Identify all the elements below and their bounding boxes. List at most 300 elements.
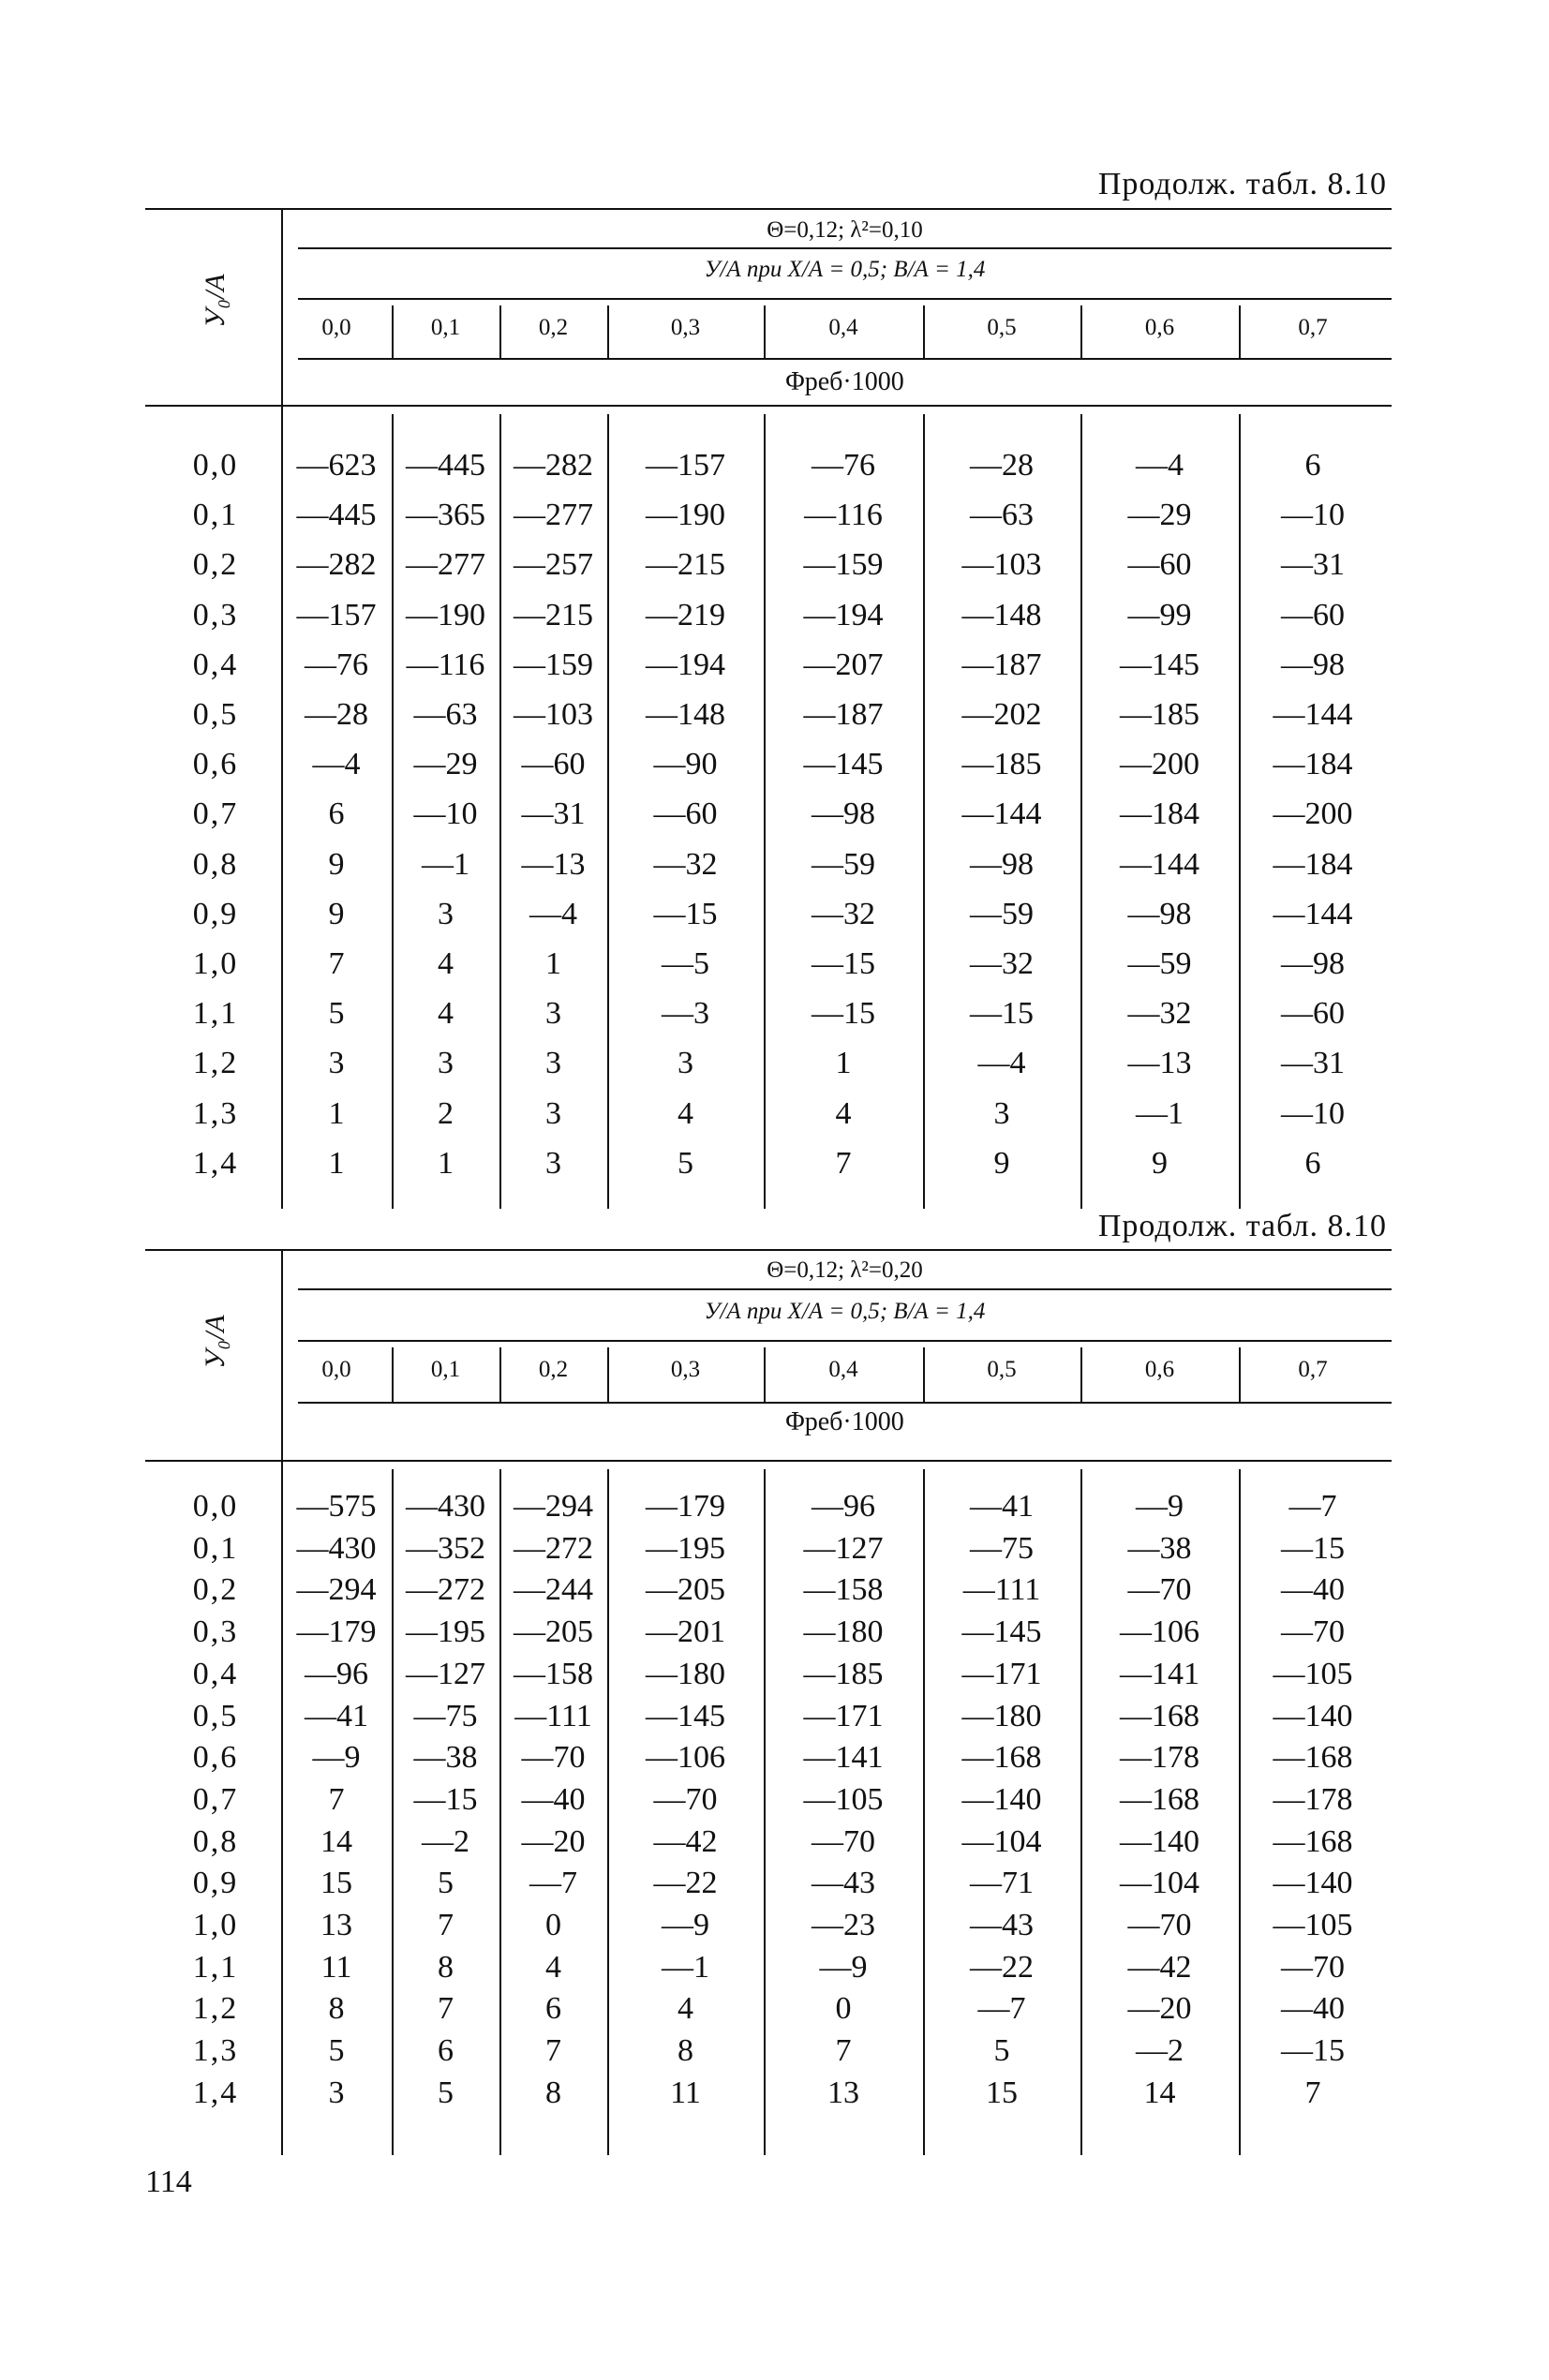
row-label: 0,1 (192, 498, 239, 533)
table-cell: —272 (514, 1530, 593, 1566)
row-label: 1,3 (192, 1095, 239, 1131)
table-cell: —159 (803, 547, 884, 583)
column-header: 0,1 (430, 315, 461, 340)
column-header-divider (1239, 1347, 1241, 1402)
table-cell: —42 (1127, 1949, 1192, 1985)
table-cell: —105 (1273, 1656, 1353, 1691)
table-cell: —15 (812, 946, 875, 981)
column-header-divider (923, 1347, 925, 1402)
table-cell: —185 (1120, 697, 1199, 732)
row-label: 0,9 (192, 896, 239, 931)
table-cell: —10 (1281, 498, 1345, 533)
header-bottom-rule (145, 405, 1392, 407)
table-cell: —144 (1120, 846, 1199, 882)
table-cell: —257 (514, 547, 593, 583)
row-label: 0,2 (192, 547, 239, 583)
table-cell: —575 (296, 1489, 377, 1524)
table-cell: 0 (835, 1991, 852, 2027)
table-cell: 5 (438, 1866, 454, 1901)
table-cell: 6 (438, 2033, 454, 2069)
table-cell: —190 (646, 498, 725, 533)
table-cell: —195 (406, 1614, 485, 1650)
table-cell: —1 (662, 1949, 709, 1985)
table-cell: —40 (1281, 1572, 1345, 1608)
table-cell: —2 (422, 1823, 469, 1859)
table-cell: —4 (312, 747, 361, 782)
row-label: 0,6 (192, 1740, 239, 1776)
table-cell: 3 (545, 996, 561, 1032)
table-cell: —105 (803, 1781, 884, 1817)
table-cell: —144 (1273, 697, 1353, 732)
column-header: 0,2 (538, 1357, 569, 1382)
row-label: 0,0 (192, 448, 239, 483)
table-cell: —180 (803, 1614, 884, 1650)
column-header: 0,3 (670, 315, 701, 340)
table-cell: —70 (1127, 1572, 1192, 1608)
table-cell: —41 (305, 1698, 368, 1733)
table-cell: —180 (961, 1698, 1042, 1733)
table-cell: —219 (646, 597, 725, 632)
table-cell: —9 (312, 1740, 361, 1776)
table-cell: —29 (413, 747, 478, 782)
column-header-divider (1080, 305, 1082, 358)
row-label: 0,3 (192, 1614, 239, 1650)
row-label: 1,2 (192, 1991, 239, 2027)
table-cell: —244 (514, 1572, 593, 1608)
row-label: 1,4 (192, 1145, 239, 1181)
table-cell: —10 (1281, 1095, 1345, 1131)
table-cell: —13 (521, 846, 586, 882)
table-cell: —70 (812, 1823, 875, 1859)
table-cell: 2 (438, 1095, 454, 1131)
table-cell: —116 (804, 498, 883, 533)
table-cell: —70 (521, 1740, 586, 1776)
table-cell: —215 (646, 547, 725, 583)
table-cell: —7 (529, 1866, 577, 1901)
table-cell: 6 (1304, 1145, 1321, 1181)
table-cell: —141 (803, 1740, 884, 1776)
table-cell: —205 (514, 1614, 593, 1650)
row-axis-label: У₀/А (200, 1315, 231, 1369)
table-cell: 9 (1152, 1145, 1168, 1181)
table-cell: —168 (1273, 1823, 1353, 1859)
table-cell: —32 (970, 946, 1034, 981)
table-cell: —96 (812, 1489, 875, 1524)
table-cell: 5 (328, 996, 345, 1032)
table-cell: 7 (545, 2033, 561, 2069)
table-top-rule (145, 208, 1392, 210)
row-label: 1,4 (192, 2075, 239, 2110)
table-cell: —282 (296, 547, 377, 583)
table-cell: —205 (646, 1572, 725, 1608)
column-header-divider (923, 305, 925, 358)
table-cell: —43 (970, 1908, 1034, 1942)
table-cell: —28 (305, 697, 368, 732)
table-cell: —43 (812, 1866, 875, 1901)
table-cell: —96 (305, 1656, 368, 1691)
table-cell: —184 (1273, 747, 1353, 782)
table-cell: 6 (328, 796, 345, 832)
table-cell: 1 (835, 1046, 852, 1081)
table-cell: —9 (819, 1949, 868, 1985)
column-header-divider (607, 1347, 609, 1402)
table-cell: —59 (812, 846, 875, 882)
table-cell: —90 (653, 747, 718, 782)
table-cell: —187 (961, 647, 1042, 682)
table-cell: 13 (320, 1908, 352, 1942)
param-rule (298, 1288, 1392, 1290)
row-label: 0,4 (192, 647, 239, 682)
table-cell: 7 (835, 2033, 852, 2069)
table-cell: —201 (646, 1614, 725, 1650)
table-cell: —200 (1120, 747, 1199, 782)
table-cell: 5 (438, 2075, 454, 2110)
table-cell: —40 (1281, 1991, 1345, 2027)
column-header: 0,6 (1144, 1357, 1175, 1382)
column-header-divider (1239, 305, 1241, 358)
table-cell: 11 (320, 1949, 352, 1985)
table-cell: —75 (413, 1698, 478, 1733)
table-cell: —1 (422, 846, 469, 882)
table-cell: —71 (970, 1866, 1034, 1901)
table-cell: 5 (993, 2033, 1010, 2069)
table-cell: 1 (438, 1145, 454, 1181)
column-header: 0,1 (430, 1357, 461, 1382)
column-header-divider (764, 305, 766, 358)
table-cell: —60 (1127, 547, 1192, 583)
row-label: 1,1 (192, 996, 239, 1032)
column-header-divider (1080, 1347, 1082, 1402)
table-cell: —32 (1127, 996, 1192, 1032)
subheader-rule (298, 298, 1392, 300)
table-cell: 4 (438, 996, 454, 1032)
column-rule (298, 1402, 1392, 1404)
table-cell: 4 (835, 1095, 852, 1131)
table-cell: —272 (406, 1572, 485, 1608)
column-header: 0,3 (670, 1357, 701, 1382)
param-rule (298, 247, 1392, 249)
table-cell: 1 (328, 1145, 345, 1181)
table-cell: 7 (328, 946, 345, 981)
table-cell: —4 (529, 896, 577, 931)
table-cell: 3 (438, 1046, 454, 1081)
row-axis-label: У₀/А (200, 274, 231, 328)
table-cell: —10 (413, 796, 478, 832)
column-header-divider (499, 1347, 501, 1402)
table-cell: —22 (653, 1866, 718, 1901)
row-label: 0,3 (192, 597, 239, 632)
row-label: 0,7 (192, 796, 239, 832)
table-cell: —140 (1273, 1698, 1353, 1733)
table-cell: —202 (961, 697, 1042, 732)
table-cell: —140 (1273, 1866, 1353, 1901)
table-cell: —40 (521, 1781, 586, 1817)
table-cell: —32 (812, 896, 875, 931)
table-cell: 5 (328, 2033, 345, 2069)
table-cell: —445 (296, 498, 377, 533)
table-cell: —60 (521, 747, 586, 782)
parameter-line: Θ=0,12; λ²=0,20 (767, 1257, 923, 1283)
table-cell: 7 (438, 1991, 454, 2027)
table-cell: —127 (406, 1656, 485, 1691)
table-cell: —365 (406, 498, 485, 533)
row-label: 0,1 (192, 1530, 239, 1566)
table-cell: 3 (993, 1095, 1010, 1131)
table-cell: —98 (1281, 946, 1345, 981)
table-cell: 15 (320, 1866, 352, 1901)
row-label: 0,8 (192, 846, 239, 882)
table-cell: —185 (961, 747, 1042, 782)
column-header: 0,6 (1144, 315, 1175, 340)
table-cell: —59 (970, 896, 1034, 931)
table-cell: 9 (328, 896, 345, 931)
table-cell: 3 (545, 1095, 561, 1131)
column-header: 0,5 (987, 315, 1017, 340)
table-cell: 1 (328, 1095, 345, 1131)
column-rule (298, 358, 1392, 360)
table-cell: —76 (812, 448, 875, 483)
row-label: 1,3 (192, 2033, 239, 2069)
table-cell: —98 (970, 846, 1034, 882)
table-cell: —76 (305, 647, 368, 682)
table-cell: 6 (545, 1991, 561, 2027)
table-cell: —98 (1127, 896, 1192, 931)
table-cell: —140 (961, 1781, 1042, 1817)
table-cell: 1 (545, 946, 561, 981)
table-cell: —106 (646, 1740, 725, 1776)
parameter-line: Θ=0,12; λ²=0,10 (767, 217, 923, 243)
table-cell: 3 (438, 896, 454, 931)
row-label: 1,2 (192, 1046, 239, 1081)
table-cell: —15 (812, 996, 875, 1032)
table-cell: —141 (1120, 1656, 1199, 1691)
table-cell: 6 (1304, 448, 1321, 483)
value-label: Φреб·1000 (785, 367, 904, 396)
table-cell: —168 (1120, 1698, 1199, 1733)
table-cell: —179 (296, 1614, 377, 1650)
table-cell: —104 (1120, 1866, 1199, 1901)
row-label: 0,4 (192, 1656, 239, 1691)
row-label: 1,1 (192, 1949, 239, 1985)
table-cell: —70 (1281, 1614, 1345, 1650)
table-cell: —29 (1127, 498, 1192, 533)
table-cell: —430 (406, 1489, 485, 1524)
table-cell: —171 (803, 1698, 884, 1733)
subheader-line: У/А при X/А = 0,5; В/А = 1,4 (704, 1299, 986, 1324)
row-label: 1,0 (192, 946, 239, 981)
table-cell: —200 (1273, 796, 1353, 832)
table-cell: —145 (1120, 647, 1199, 682)
table-cell: —144 (961, 796, 1042, 832)
page-number: 114 (145, 2164, 192, 2199)
table-cell: —15 (653, 896, 718, 931)
table-cell: 7 (835, 1145, 852, 1181)
table-cell: —111 (962, 1572, 1041, 1608)
table-cell: —32 (653, 846, 718, 882)
table-cell: —15 (1281, 1530, 1345, 1566)
table-cell: —13 (1127, 1046, 1192, 1081)
table-cell: —104 (961, 1823, 1042, 1859)
table-cell: —103 (514, 697, 593, 732)
table-cell: 3 (328, 2075, 345, 2110)
table-cell: —215 (514, 597, 593, 632)
table-cell: —15 (1281, 2033, 1345, 2069)
table-cell: —294 (296, 1572, 377, 1608)
table-cell: —159 (514, 647, 593, 682)
subheader-line: У/А при X/А = 0,5; В/А = 1,4 (704, 257, 986, 282)
column-header-divider (764, 1347, 766, 1402)
table-cell: —38 (413, 1740, 478, 1776)
table-cell: —282 (514, 448, 593, 483)
table-cell: —70 (1127, 1908, 1192, 1942)
table-cell: —7 (1288, 1489, 1337, 1524)
table-cell: —15 (413, 1781, 478, 1817)
table-cell: —352 (406, 1530, 485, 1566)
column-header: 0,2 (538, 315, 569, 340)
table-cell: 7 (438, 1908, 454, 1942)
table-cell: —195 (646, 1530, 725, 1566)
value-label: Φреб·1000 (785, 1407, 904, 1436)
table-cell: —60 (1281, 996, 1345, 1032)
table-cell: —140 (1120, 1823, 1199, 1859)
subheader-rule (298, 1340, 1392, 1342)
table-cell: —60 (653, 796, 718, 832)
column-header: 0,7 (1298, 1357, 1328, 1382)
table-cell: —63 (970, 498, 1034, 533)
row-label: 0,6 (192, 747, 239, 782)
row-label: 0,7 (192, 1781, 239, 1817)
table-cell: 9 (328, 846, 345, 882)
column-header: 0,5 (987, 1357, 1017, 1382)
table-caption: Продолж. табл. 8.10 (1097, 167, 1387, 201)
table-cell: —9 (1136, 1489, 1184, 1524)
table-cell: —158 (514, 1656, 593, 1691)
table-cell: —294 (514, 1489, 593, 1524)
table-cell: —178 (1120, 1740, 1199, 1776)
table-cell: —144 (1273, 896, 1353, 931)
table-cell: 3 (328, 1046, 345, 1081)
table-cell: 0 (545, 1908, 561, 1942)
table-cell: —157 (296, 597, 377, 632)
row-label: 0,9 (192, 1866, 239, 1901)
table-cell: 4 (678, 1095, 693, 1131)
table-cell: —42 (653, 1823, 718, 1859)
table-cell: —41 (970, 1489, 1034, 1524)
table-cell: —1 (1136, 1095, 1184, 1131)
table-cell: —59 (1127, 946, 1192, 981)
table-cell: —190 (406, 597, 485, 632)
table-cell: —105 (1273, 1908, 1353, 1942)
table-cell: —63 (413, 697, 478, 732)
table-cell: —5 (662, 946, 709, 981)
table-cell: 13 (827, 2075, 859, 2110)
table-cell: 8 (438, 1949, 454, 1985)
table-cell: —31 (521, 796, 586, 832)
table-cell: —145 (803, 747, 884, 782)
table-cell: —20 (1127, 1991, 1192, 2027)
table-cell: —4 (977, 1046, 1026, 1081)
table-cell: —445 (406, 448, 485, 483)
table-cell: —75 (970, 1530, 1034, 1566)
table-cell: 9 (993, 1145, 1010, 1181)
row-label: 0,5 (192, 697, 239, 732)
column-header-divider (392, 1347, 394, 1402)
table-cell: 7 (1304, 2075, 1321, 2110)
table-cell: —184 (1120, 796, 1199, 832)
table-cell: —31 (1281, 1046, 1345, 1081)
table-cell: —157 (646, 448, 725, 483)
table-cell: —106 (1120, 1614, 1199, 1650)
column-header: 0,0 (321, 315, 351, 340)
table-cell: —623 (296, 448, 377, 483)
row-label: 1,0 (192, 1908, 239, 1942)
table-cell: 7 (328, 1781, 345, 1817)
table-cell: —145 (646, 1698, 725, 1733)
table-cell: —60 (1281, 597, 1345, 632)
table-cell: 4 (545, 1949, 561, 1985)
table-cell: —31 (1281, 547, 1345, 583)
table-cell: —184 (1273, 846, 1353, 882)
table-cell: 4 (678, 1991, 693, 2027)
table-cell: —277 (406, 547, 485, 583)
column-header-divider (607, 305, 609, 358)
table-cell: —38 (1127, 1530, 1192, 1566)
table-cell: —168 (1273, 1740, 1353, 1776)
table-cell: —430 (296, 1530, 377, 1566)
column-header: 0,0 (321, 1357, 351, 1382)
table-cell: 3 (545, 1145, 561, 1181)
table-cell: —28 (970, 448, 1034, 483)
table-cell: —103 (961, 547, 1042, 583)
table-caption: Продолж. табл. 8.10 (1097, 1209, 1387, 1243)
table-cell: —194 (803, 597, 884, 632)
table-cell: 14 (320, 1823, 352, 1859)
table-cell: —180 (646, 1656, 725, 1691)
table-cell: —111 (514, 1698, 592, 1733)
table-cell: —23 (812, 1908, 875, 1942)
table-cell: 5 (678, 1145, 693, 1181)
column-header: 0,4 (828, 1357, 858, 1382)
table-cell: —7 (977, 1991, 1026, 2027)
table-cell: —70 (653, 1781, 718, 1817)
table-cell: —22 (970, 1949, 1034, 1985)
table-cell: —179 (646, 1489, 725, 1524)
table-cell: —277 (514, 498, 593, 533)
table-cell: —127 (803, 1530, 884, 1566)
column-header: 0,7 (1298, 315, 1328, 340)
column-header-divider (392, 305, 394, 358)
row-label: 0,5 (192, 1698, 239, 1733)
column-header: 0,4 (828, 315, 858, 340)
table-cell: —178 (1273, 1781, 1353, 1817)
table-cell: —99 (1127, 597, 1192, 632)
table-cell: —158 (803, 1572, 884, 1608)
table-cell: —168 (1120, 1781, 1199, 1817)
table-top-rule (145, 1249, 1392, 1251)
table-cell: —145 (961, 1614, 1042, 1650)
table-cell: 4 (438, 946, 454, 981)
table-cell: —171 (961, 1656, 1042, 1691)
table-cell: —98 (812, 796, 875, 832)
table-cell: 15 (986, 2075, 1018, 2110)
table-cell: —3 (662, 996, 709, 1032)
table-cell: 11 (670, 2075, 701, 2110)
table-cell: 8 (328, 1991, 345, 2027)
column-header-divider (499, 305, 501, 358)
row-label: 0,2 (192, 1572, 239, 1608)
row-label: 0,8 (192, 1823, 239, 1859)
table-cell: —4 (1136, 448, 1184, 483)
